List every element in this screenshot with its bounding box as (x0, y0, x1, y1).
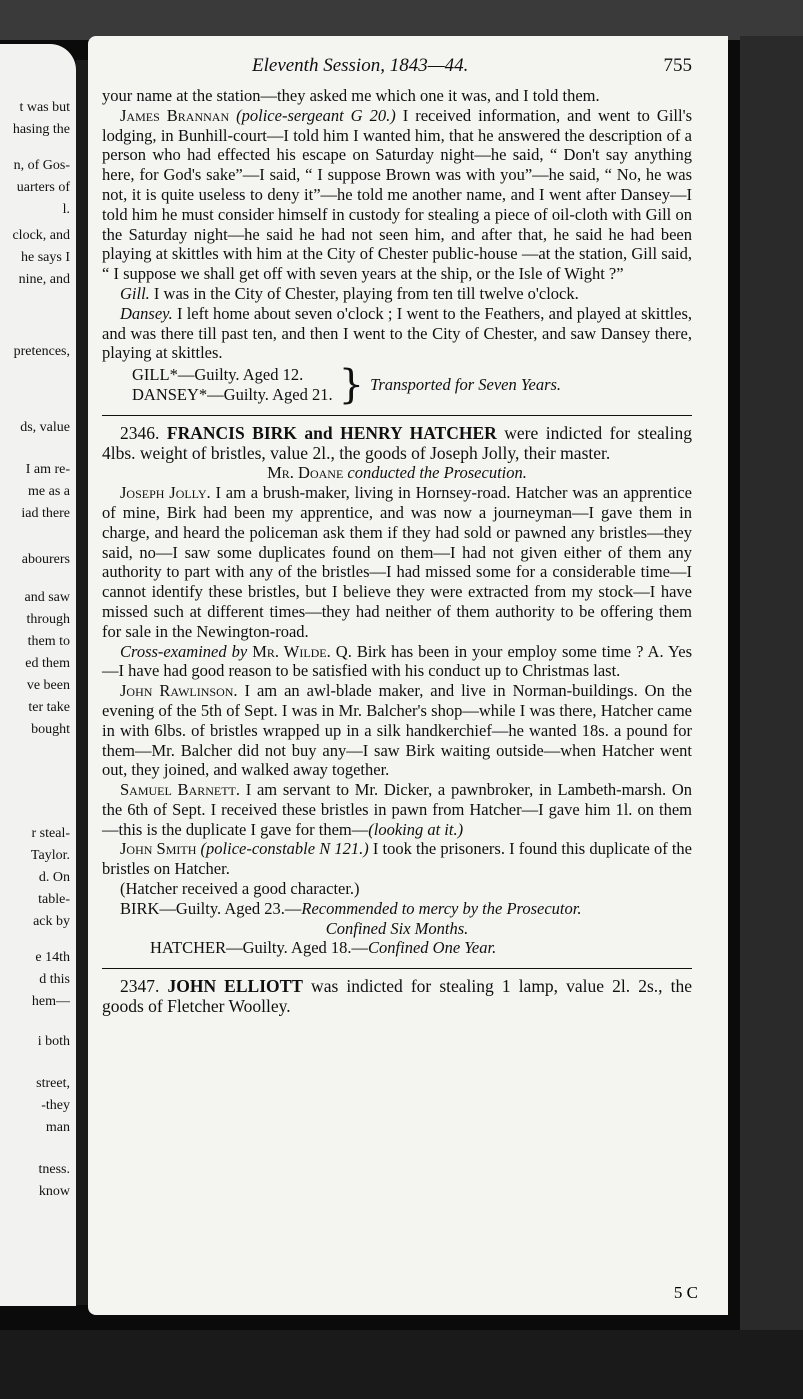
recommendation: Recommended to mercy by the Prosecutor. (301, 898, 582, 918)
verdict-dansey: DANSEY*—Guilty. Aged 21. (132, 384, 333, 404)
left-page-text: and saw (24, 590, 70, 605)
left-page-fragment (0, 44, 76, 1306)
case-divider (102, 968, 692, 969)
testimony-barnett (102, 780, 692, 839)
left-page-text: hem— (31, 994, 70, 1009)
verdict-hatcher (102, 938, 692, 958)
left-page-text: d this (39, 972, 70, 987)
left-page-text: pretences, (13, 344, 70, 359)
verdict-birk (102, 899, 692, 919)
testimony-brannan (102, 106, 692, 284)
testimony-smith (102, 839, 692, 879)
top-band (0, 0, 803, 40)
counsel-name: Mr. Doane (267, 463, 344, 483)
sentence-birk (102, 919, 692, 939)
testimony-jolly (102, 483, 692, 641)
left-page-text: bought (31, 722, 70, 737)
left-page-text: e 14th (35, 950, 70, 965)
testimony-text: I am an awl-blade maker, and live in Norman-buildings. On the evening of the 5th of Sept. I was in Mr. Balcher's shop—while I was there, Hatcher came in with 6lbs. of bristles wrapped up in a silk handkerchief—he wanted 18s. a pound for them—Mr. Balcher did not buy any—I saw Birk waiting outside—when Hatcher went out, they joined, and walked away together. (102, 681, 692, 780)
testimony-text: I am a brush-maker, living in Hornsey-road. Hatcher was an apprentice of mine, Birk had been my apprentice, and was now a journeyman—I gave them in charge, and heard the policeman ask them if they had sold or pawned any bristles—they said, no—I saw some duplicates found on them—I had not given either of them any authority to part with any of the bristles—I had missed some for a considerable time—I cannot identify these bristles, but I believe they were extracted from my stock—I have missed such at different times—they had neither of them authority to be offering them for sale in the Newington-road. (102, 483, 692, 641)
stage-direction: (looking at it.) (368, 819, 464, 839)
left-page-text: hasing the (12, 122, 70, 137)
case-number: 2347. (120, 976, 160, 997)
prosecution-line (102, 463, 692, 483)
counsel-text: conducted the Prosecution. (343, 463, 527, 483)
left-page-text: table- (38, 892, 70, 907)
brace-glyph: } (338, 361, 365, 408)
left-page-text: I am re- (25, 462, 70, 477)
page-edge (740, 36, 803, 1330)
witness-role: (police-constable N 121.) (196, 839, 369, 859)
witness-role: (police-sergeant G 20.) (236, 105, 396, 125)
bottom-band (0, 1330, 803, 1399)
left-page-text: abourers (21, 552, 70, 567)
cross-text: Q. Birk has been in your employ some time ? A. Yes—I have had good reason to be satisfied with his conduct up to Christmas last. (102, 641, 692, 681)
paragraph-continuation: your name at the station—they asked me which one it was, and I told them. (102, 86, 600, 105)
charge-text: were indicted for stealing 4lbs. weight of bristles, value 2l., the goods of Joseph Jolly, their master. (102, 422, 692, 463)
left-page-text: r steal- (31, 826, 70, 841)
statement-dansey (102, 304, 692, 363)
left-page-text: them to (27, 634, 70, 649)
witness-name: James Brannan (120, 105, 230, 125)
statement-text: I left home about seven o'clock ; I went to the Feathers, and played at skittles, and was there till past ten, and then I went to the City of Chester, and saw Dansey there, playing at skittles. (102, 303, 692, 363)
left-page-text: l. (62, 202, 70, 217)
testimony-text: I am servant to Mr. Dicker, a pawnbroker, in Lambeth-marsh. On the 6th of Sept. I received these bristles in pawn from Hatcher—I gave him 1l. on them—this is the duplicate I gave for them— (102, 780, 692, 839)
verdict-lines (132, 365, 333, 405)
testimony-text: I took the prisoners. I found this duplicate of the bristles on Hatcher. (102, 839, 692, 879)
character-note: (Hatcher received a good character.) (120, 879, 360, 899)
running-head: Eleventh Session, 1843—44. (252, 55, 469, 76)
prisoner-name: Gill. (120, 283, 150, 303)
page-header (102, 56, 692, 86)
sentence: Transported for Seven Years. (370, 375, 562, 395)
left-page-text: ve been (26, 678, 70, 693)
sentence-text: Confined Six Months. (325, 918, 469, 938)
cross-label: Cross-examined by (120, 641, 248, 661)
charge-text: was indicted for stealing 1 lamp, value 2l. 2s., the goods of Fletcher Woolley. (102, 976, 692, 1017)
signature-mark: 5 C (673, 1283, 698, 1302)
statement-text: I was in the City of Chester, playing from ten till twelve o'clock. (149, 283, 579, 303)
testimony-text: I received information, and went to Gill's lodging, in Bunhill-court—I told him I wanted him, that he answered the description of a person who had effected his escape on Saturday night—he said, “ Don't say anything here, for God's sake”—I said, “ I suppose Brown was with you”—he said, “ No, he was not, it is quite useless to deny it”—he told me another name, and I went after Dansey—I told him he must consider himself in custody for stealing a piece of oil-cloth with Gill on the Saturday night—he said he had not seen him, and after that, he said he had been playing at skittles with him at the City of Chester public-house —at the station, Gill said, “ I suppose we shall get off with seven years at the ship, or the Isle of Wight ?” (102, 105, 692, 284)
verdict-gill: GILL*—Guilty. Aged 12. (132, 365, 304, 385)
left-page-text: man (45, 1120, 70, 1135)
statement-gill (102, 284, 692, 304)
left-page-text: street, (36, 1076, 70, 1091)
left-page-text: ds, value (20, 420, 70, 435)
book-spine (76, 60, 88, 1305)
witness-name: John Rawlinson. (120, 681, 238, 701)
left-page-text: iad there (21, 506, 70, 521)
verdict-label: HATCHER—Guilty. (150, 938, 288, 958)
testimony-rawlinson (102, 681, 692, 780)
left-page-text: ter take (28, 700, 70, 715)
cross-examination (102, 642, 692, 682)
left-page-text: clock, and (12, 228, 70, 243)
defendant: JOHN ELLIOTT (167, 976, 303, 997)
left-page-text: tness. (38, 1162, 70, 1177)
defendants: FRANCIS BIRK and HENRY HATCHER (166, 422, 497, 443)
left-page-text: nine, and (18, 272, 70, 287)
witness-name: John Smith (120, 839, 197, 859)
left-page-text: me as a (28, 484, 70, 499)
page-content (102, 56, 692, 1017)
prisoner-name: Dansey. (120, 303, 173, 323)
verdict-label: BIRK—Guilty. (120, 898, 222, 918)
left-page-text: know (38, 1184, 70, 1199)
case-number: 2346. (120, 422, 160, 443)
left-page-text: uarters of (16, 180, 70, 195)
witness-name: Samuel Barnett. (120, 780, 241, 800)
left-page-text: Taylor. (30, 848, 70, 863)
age-text: Aged 18.— (287, 938, 369, 958)
witness-name: Joseph Jolly. (120, 483, 211, 503)
left-page-text: through (26, 612, 70, 627)
verdict-block (132, 361, 692, 408)
left-page-text: t was but (19, 100, 70, 115)
left-page-text: ed them (25, 656, 70, 671)
left-page-text: d. On (38, 870, 70, 885)
age-text: Aged 23.— (221, 898, 302, 918)
sentence-text: Confined One Year. (368, 938, 497, 958)
left-page-text: ack by (33, 914, 70, 929)
case-2347-heading (102, 977, 692, 1017)
right-page (88, 36, 728, 1315)
case-divider (102, 415, 692, 416)
left-page-text: -they (41, 1098, 70, 1113)
case-2346-heading (102, 424, 692, 464)
counsel-name: Mr. Wilde. (247, 641, 331, 661)
page-number: 755 (663, 55, 692, 76)
left-page-text: he says I (21, 250, 70, 265)
left-page-text: n, of Gos- (13, 158, 70, 173)
left-page-text: i both (37, 1034, 70, 1049)
